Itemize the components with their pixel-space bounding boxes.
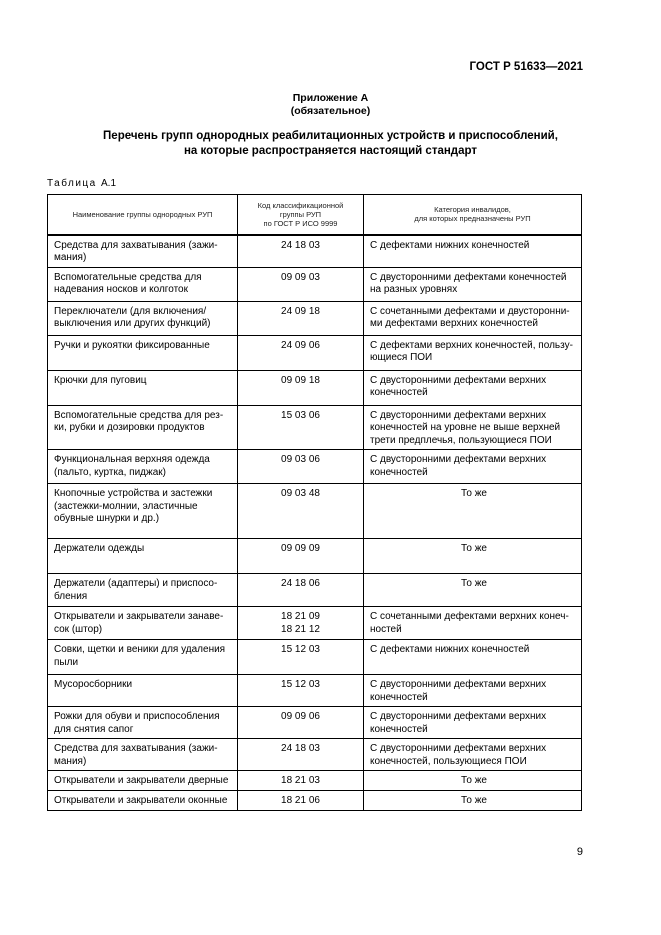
classification-code-cell-line: 24 09 18 xyxy=(281,305,320,317)
disability-category-cell-line: ностей xyxy=(370,623,402,635)
classification-code-cell xyxy=(238,484,364,539)
classification-code-cell xyxy=(238,405,364,450)
classification-code-cell xyxy=(238,791,364,811)
group-name-cell xyxy=(48,539,238,574)
disability-category-cell xyxy=(364,484,582,539)
group-name-cell-line: Открыватели и закрыватели дверные xyxy=(54,775,229,786)
disability-category-cell-line: С двусторонними дефектами конечностей xyxy=(370,271,567,283)
disability-category-cell-line: конечностей xyxy=(370,691,428,703)
standard-designation: ГОСТ Р 51633—2021 xyxy=(469,61,583,73)
group-name-cell xyxy=(48,675,238,707)
disability-category-cell-line: С сочетанными дефектами и двусторонни- xyxy=(370,305,570,317)
group-name-cell xyxy=(48,640,238,675)
group-name-cell-line: Открыватели и закрыватели оконные xyxy=(54,795,228,806)
group-name-cell xyxy=(48,707,238,739)
classification-code-cell-line: 15 12 03 xyxy=(281,644,320,655)
classification-code-cell xyxy=(238,267,364,301)
classification-code-cell xyxy=(238,739,364,771)
disability-category-cell-line: С двусторонними дефектами верхних xyxy=(370,454,547,465)
group-name-cell-line: Вспомогательные средства для рез- xyxy=(54,409,224,421)
group-name-cell-line: (пальто, куртка, пиджак) xyxy=(54,466,166,478)
disability-category-cell xyxy=(364,301,582,335)
header-code-line: группы РУП xyxy=(279,209,322,219)
disability-category-cell xyxy=(364,707,582,739)
disability-category-cell xyxy=(364,675,582,707)
group-name-cell-line: бления xyxy=(54,590,88,602)
classification-code-cell-line: 24 18 06 xyxy=(281,578,320,589)
disability-category-cell-line: С дефектами нижних конечностей xyxy=(370,239,530,251)
group-name-cell-line: надевания носков и колготок xyxy=(54,284,188,295)
group-name-cell-line: для снятия сапог xyxy=(54,723,134,735)
disability-category-cell xyxy=(364,267,582,301)
group-name-cell-line: выключения или других функций) xyxy=(54,318,211,329)
classification-code-cell-line: 09 09 18 xyxy=(281,374,320,386)
disability-category-cell-line: конечностей xyxy=(370,466,428,478)
disability-category-cell xyxy=(364,791,582,811)
group-name-cell xyxy=(48,607,238,640)
page-number: 9 xyxy=(576,846,583,858)
disability-category-cell xyxy=(364,405,582,450)
group-name-cell-line: пыли xyxy=(54,656,79,668)
disability-category-cell xyxy=(364,607,582,640)
classification-code-cell-line: 18 21 09 xyxy=(281,611,320,622)
group-name-cell-line: Держатели (адаптеры) и приспосо- xyxy=(54,578,218,589)
table-row xyxy=(48,640,582,675)
table-row xyxy=(48,607,582,640)
disability-category-cell-line: конечностей, пользующиеся ПОИ xyxy=(370,755,527,767)
table-row xyxy=(48,484,582,539)
group-name-cell-line: Переключатели (для включения/ xyxy=(54,305,207,317)
table-row xyxy=(48,235,582,268)
table-row xyxy=(48,301,582,335)
disability-category-cell-line: С двусторонними дефектами верхних xyxy=(370,409,547,421)
table-body xyxy=(48,235,582,811)
header-disability-category xyxy=(364,195,582,235)
classification-code-cell-line: 24 18 03 xyxy=(281,743,320,754)
classification-code-cell-line: 09 03 48 xyxy=(281,488,320,499)
group-name-cell xyxy=(48,405,238,450)
classification-code-cell xyxy=(238,370,364,405)
group-name-cell xyxy=(48,484,238,539)
groups-table xyxy=(47,194,582,811)
group-name-cell-line: Кнопочные устройства и застежки xyxy=(54,488,213,499)
classification-code-cell-line: 09 09 09 xyxy=(281,543,320,554)
disability-category-cell-line: С двусторонними дефектами верхних xyxy=(370,743,547,754)
disability-category-cell-line: То же xyxy=(461,578,487,589)
classification-code-cell-line: 18 21 06 xyxy=(281,795,320,806)
group-name-cell-line: Мусоросборники xyxy=(54,679,133,690)
group-name-cell xyxy=(48,235,238,268)
classification-code-cell xyxy=(238,707,364,739)
classification-code-cell xyxy=(238,640,364,675)
disability-category-cell xyxy=(364,450,582,484)
classification-code-cell xyxy=(238,539,364,574)
group-name-cell xyxy=(48,791,238,811)
table-caption xyxy=(47,178,116,189)
table-caption-prefix: Таблица xyxy=(47,178,97,189)
disability-category-cell-line: С сочетанными дефектами верхних конеч- xyxy=(370,611,569,622)
group-name-cell-line: (застежки-молнии, эластичные xyxy=(54,500,198,512)
header-group-name: Наименование группы однородных РУП xyxy=(48,195,238,235)
group-name-cell xyxy=(48,771,238,791)
classification-code-cell xyxy=(238,607,364,640)
group-name-cell-line: Держатели одежды xyxy=(54,543,145,554)
classification-code-cell-line: 24 09 06 xyxy=(281,339,320,351)
disability-category-cell-line: С дефектами нижних конечностей xyxy=(370,644,530,655)
group-name-cell xyxy=(48,450,238,484)
table-row xyxy=(48,335,582,370)
classification-code-cell xyxy=(238,450,364,484)
classification-code-cell-line: 09 09 06 xyxy=(281,711,320,722)
disability-category-cell-line: С двусторонними дефектами верхних xyxy=(370,374,547,386)
header-category-line: Категория инвалидов, xyxy=(434,205,511,215)
group-name-cell-line: Ручки и рукоятки фиксированные xyxy=(54,339,210,351)
appendix-label: Приложение А xyxy=(292,92,369,104)
disability-category-cell xyxy=(364,335,582,370)
disability-category-cell-line: С двусторонними дефектами верхних xyxy=(370,711,547,722)
disability-category-cell-line: То же xyxy=(461,543,487,554)
classification-code-cell-line: 24 18 03 xyxy=(281,239,320,251)
group-name-cell-line: Средства для захватывания (зажи- xyxy=(54,239,218,251)
disability-category-cell-line: То же xyxy=(461,795,487,806)
classification-code-cell xyxy=(238,675,364,707)
classification-code-cell xyxy=(238,235,364,268)
disability-category-cell-line: ми дефектами верхних конечностей xyxy=(370,318,538,329)
header-classification-code xyxy=(238,195,364,235)
disability-category-cell-line: на разных уровнях xyxy=(370,284,458,295)
group-name-cell-line: Открыватели и закрыватели занаве- xyxy=(54,611,224,622)
disability-category-cell xyxy=(364,640,582,675)
header-category-line: для которых предназначены РУП xyxy=(414,214,531,224)
table-row xyxy=(48,574,582,607)
group-name-cell xyxy=(48,370,238,405)
table-row xyxy=(48,707,582,739)
disability-category-cell-line: ющиеся ПОИ xyxy=(370,352,433,363)
classification-code-cell xyxy=(238,301,364,335)
page-title-line-1: Перечень групп однородных реабилитационных устройств и приспособлений, xyxy=(103,130,558,142)
group-name-cell xyxy=(48,739,238,771)
disability-category-cell-line: конечностей xyxy=(370,723,428,735)
disability-category-cell-line: То же xyxy=(461,775,487,786)
appendix-status: (обязательное) xyxy=(290,105,371,117)
disability-category-cell-line: конечностей на уровне не выше верхней xyxy=(370,422,561,433)
group-name-cell-line: ки, рубки и дозировки продуктов xyxy=(54,422,205,433)
group-name-cell-line: мания) xyxy=(54,252,87,263)
table-row xyxy=(48,771,582,791)
disability-category-cell xyxy=(364,539,582,574)
group-name-cell xyxy=(48,267,238,301)
classification-code-cell-line: 09 03 06 xyxy=(281,454,320,465)
classification-code-cell-line: 18 21 12 xyxy=(281,623,320,635)
table-row xyxy=(48,739,582,771)
header-code-line: по ГОСТ Р ИСО 9999 xyxy=(263,218,338,228)
group-name-cell-line: Функциональная верхняя одежда xyxy=(54,454,210,465)
table-row xyxy=(48,791,582,811)
disability-category-cell xyxy=(364,235,582,268)
group-name-cell-line: Рожки для обуви и приспособления xyxy=(54,711,220,722)
group-name-cell-line: Совки, щетки и веники для удаления xyxy=(54,644,226,655)
classification-code-cell-line: 18 21 03 xyxy=(281,775,320,786)
table-header-row xyxy=(48,195,582,235)
classification-code-cell-line: 09 09 03 xyxy=(281,271,320,283)
classification-code-cell-line: 15 03 06 xyxy=(281,409,320,421)
disability-category-cell xyxy=(364,771,582,791)
table-caption-number: А.1 xyxy=(101,178,117,189)
table-row xyxy=(48,405,582,450)
table-row xyxy=(48,539,582,574)
group-name-cell-line: Средства для захватывания (зажи- xyxy=(54,743,218,754)
group-name-cell xyxy=(48,335,238,370)
classification-code-cell-line: 15 12 03 xyxy=(281,679,320,690)
disability-category-cell-line: конечностей xyxy=(370,387,428,398)
disability-category-cell xyxy=(364,739,582,771)
group-name-cell-line: сок (штор) xyxy=(54,623,103,635)
disability-category-cell xyxy=(364,370,582,405)
header-code-line: Код классификационной xyxy=(257,200,344,210)
classification-code-cell xyxy=(238,574,364,607)
disability-category-cell-line: С двусторонними дефектами верхних xyxy=(370,679,547,690)
group-name-cell-line: обувные шнурки и др.) xyxy=(54,513,160,524)
classification-code-cell xyxy=(238,771,364,791)
disability-category-cell-line: трети предплечья, пользующиеся ПОИ xyxy=(370,434,552,446)
group-name-cell-line: Вспомогательные средства для xyxy=(54,271,202,283)
classification-code-cell xyxy=(238,335,364,370)
table-row xyxy=(48,675,582,707)
table-row xyxy=(48,267,582,301)
group-name-cell-line: Крючки для пуговиц xyxy=(54,374,147,386)
table-row xyxy=(48,370,582,405)
page-title-line-2: на которые распространяется настоящий стандарт xyxy=(183,145,478,157)
disability-category-cell-line: То же xyxy=(461,488,487,499)
table-row xyxy=(48,450,582,484)
disability-category-cell-line: С дефектами верхних конечностей, пользу- xyxy=(370,339,573,351)
group-name-cell-line: мания) xyxy=(54,755,87,767)
group-name-cell xyxy=(48,301,238,335)
group-name-cell xyxy=(48,574,238,607)
disability-category-cell xyxy=(364,574,582,607)
